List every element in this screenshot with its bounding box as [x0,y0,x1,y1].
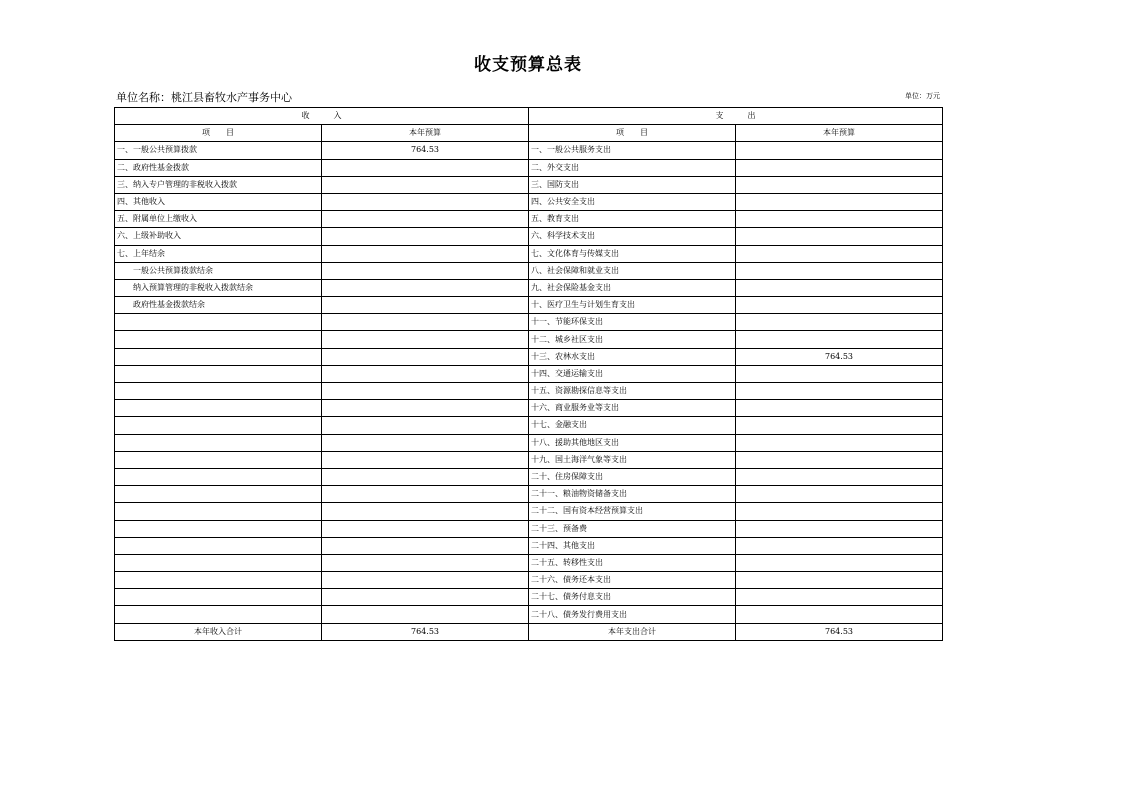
table-row [115,262,943,279]
income-item-cell: 五、附属单位上缴收入 [115,211,322,228]
income-value-cell [322,451,529,468]
expense-value-cell [736,314,943,331]
expense-value-cell [736,279,943,296]
expense-item-cell: 十四、交通运输支出 [529,365,736,382]
income-value-cell [322,297,529,314]
expense-value-cell [736,383,943,400]
table-row [115,468,943,485]
expense-value-cell [736,211,943,228]
income-item-cell: 政府性基金拨款结余 [115,297,322,314]
totals-row [115,623,943,640]
expense-value-cell [736,365,943,382]
income-value-cell [322,365,529,382]
expense-item-cell: 八、社会保障和就业支出 [529,262,736,279]
expense-value-cell: 764.53 [736,348,943,365]
expense-value-cell [736,537,943,554]
section-header-row [115,108,943,125]
income-value-cell [322,383,529,400]
expense-item-cell: 十六、商业服务业等支出 [529,400,736,417]
income-total-value: 764.53 [322,623,529,640]
income-item-cell [115,400,322,417]
income-value-cell [322,537,529,554]
income-item-cell: 七、上年结余 [115,245,322,262]
income-item-cell: 六、上级补助收入 [115,228,322,245]
expense-item-cell: 九、社会保险基金支出 [529,279,736,296]
expense-item-cell: 十一、节能环保支出 [529,314,736,331]
expense-item-cell: 四、公共安全支出 [529,193,736,210]
income-value-cell [322,211,529,228]
expense-item-cell: 二十四、其他支出 [529,537,736,554]
expense-item-cell: 二十一、粮油物资储备支出 [529,486,736,503]
expense-item-cell: 十、医疗卫生与计划生育支出 [529,297,736,314]
table-row [115,554,943,571]
expense-value-cell [736,176,943,193]
table-row [115,142,943,159]
income-value-cell [322,486,529,503]
income-section-header: 收 入 [115,108,529,125]
expense-item-cell: 二十、住房保障支出 [529,468,736,485]
table-row [115,245,943,262]
expense-value-cell [736,486,943,503]
expense-value-cell [736,520,943,537]
expense-section-header: 支 出 [529,108,943,125]
income-item-cell [115,417,322,434]
expense-value-cell [736,589,943,606]
income-value-cell [322,176,529,193]
expense-item-cell: 二十八、债务发行费用支出 [529,606,736,623]
income-item-cell [115,503,322,520]
table-row [115,314,943,331]
income-item-cell: 二、政府性基金拨款 [115,159,322,176]
income-value-cell: 764.53 [322,142,529,159]
income-item-cell: 四、其他收入 [115,193,322,210]
income-item-cell [115,554,322,571]
expense-item-cell: 一、一般公共服务支出 [529,142,736,159]
expense-value-cell [736,434,943,451]
table-body [115,142,943,623]
page-title: 收支预算总表 [474,55,582,75]
income-value-cell [322,589,529,606]
expense-item-header: 项 目 [529,125,736,142]
table-row [115,589,943,606]
table-row [115,451,943,468]
expense-item-cell: 十二、城乡社区支出 [529,331,736,348]
table-row [115,279,943,296]
expense-item-cell: 十七、金融支出 [529,417,736,434]
table-row [115,176,943,193]
expense-item-cell: 二十七、债务付息支出 [529,589,736,606]
income-value-cell [322,279,529,296]
expense-item-cell: 五、教育支出 [529,211,736,228]
expense-value-cell [736,262,943,279]
table-row [115,193,943,210]
expense-value-cell [736,451,943,468]
table-row [115,537,943,554]
expense-value-cell [736,417,943,434]
income-item-cell [115,314,322,331]
income-value-cell [322,606,529,623]
table-row [115,211,943,228]
income-item-cell [115,383,322,400]
income-value-cell [322,314,529,331]
income-value-cell [322,554,529,571]
column-header-row [115,125,943,142]
table-row [115,572,943,589]
expense-value-cell [736,159,943,176]
income-item-cell [115,486,322,503]
income-budget-header: 本年预算 [322,125,529,142]
income-value-cell [322,400,529,417]
expense-value-cell [736,554,943,571]
income-value-cell [322,572,529,589]
income-item-cell [115,365,322,382]
table-row [115,486,943,503]
income-item-cell [115,589,322,606]
income-item-cell [115,606,322,623]
income-value-cell [322,417,529,434]
income-item-cell [115,572,322,589]
expense-value-cell [736,572,943,589]
expense-item-cell: 六、科学技术支出 [529,228,736,245]
expense-total-value: 764.53 [736,623,943,640]
expense-item-cell: 二十三、预备费 [529,520,736,537]
table-row [115,606,943,623]
income-item-cell [115,348,322,365]
expense-item-cell: 二十五、转移性支出 [529,554,736,571]
table-row [115,383,943,400]
expense-value-cell [736,468,943,485]
table-row [115,159,943,176]
expense-item-cell: 二十六、债务还本支出 [529,572,736,589]
income-value-cell [322,503,529,520]
income-item-cell: 一、一般公共预算拨款 [115,142,322,159]
income-item-cell [115,451,322,468]
expense-value-cell [736,193,943,210]
income-item-cell [115,520,322,537]
income-item-cell [115,331,322,348]
income-value-cell [322,245,529,262]
income-value-cell [322,331,529,348]
expense-value-cell [736,228,943,245]
expense-value-cell [736,245,943,262]
income-value-cell [322,348,529,365]
expense-value-cell [736,606,943,623]
expense-value-cell [736,297,943,314]
table-row [115,297,943,314]
table-row [115,365,943,382]
table-row [115,331,943,348]
expense-value-cell [736,142,943,159]
income-item-cell [115,468,322,485]
expense-value-cell [736,400,943,417]
income-item-cell: 一般公共预算拨款结余 [115,262,322,279]
income-value-cell [322,468,529,485]
income-item-cell: 三、纳入专户管理的非税收入拨款 [115,176,322,193]
income-item-cell: 纳入预算管理的非税收入拨款结余 [115,279,322,296]
expense-value-cell [736,331,943,348]
table-row [115,228,943,245]
table-row [115,417,943,434]
expense-value-cell [736,503,943,520]
table-row [115,348,943,365]
expense-total-label: 本年支出合计 [529,623,736,640]
expense-item-cell: 十五、资源勘探信息等支出 [529,383,736,400]
budget-table [114,107,943,641]
income-value-cell [322,262,529,279]
expense-item-cell: 十九、国土海洋气象等支出 [529,451,736,468]
expense-item-cell: 十三、农林水支出 [529,348,736,365]
table-row [115,520,943,537]
table-row [115,434,943,451]
expense-item-cell: 二、外交支出 [529,159,736,176]
income-value-cell [322,520,529,537]
expense-item-cell: 七、文化体育与传媒支出 [529,245,736,262]
table-row [115,400,943,417]
income-total-label: 本年收入合计 [115,623,322,640]
expense-item-cell: 二十二、国有资本经营预算支出 [529,503,736,520]
income-value-cell [322,159,529,176]
income-value-cell [322,228,529,245]
expense-budget-header: 本年预算 [736,125,943,142]
income-item-cell [115,537,322,554]
income-value-cell [322,193,529,210]
income-item-cell [115,434,322,451]
expense-item-cell: 十八、援助其他地区支出 [529,434,736,451]
income-value-cell [322,434,529,451]
expense-item-cell: 三、国防支出 [529,176,736,193]
table-row [115,503,943,520]
income-item-header: 项 目 [115,125,322,142]
unit-label: 单位：万元 [905,92,940,100]
unit-name: 单位名称：桃江县畜牧水产事务中心 [116,91,292,104]
